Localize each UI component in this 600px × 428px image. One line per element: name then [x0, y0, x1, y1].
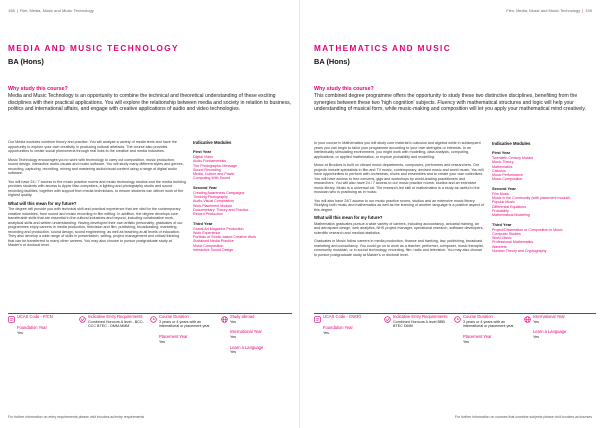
module-item[interactable]: Mathematical Modelling — [492, 213, 530, 218]
module-group-heading: Second Year — [193, 184, 217, 190]
course-title: MATHEMATICS AND MUSIC — [314, 44, 452, 53]
module-item[interactable]: Computing With Sound — [193, 176, 230, 181]
course-description — [314, 141, 486, 261]
info-label: UCAS Code - GW3G — [323, 314, 362, 319]
future-text: Graduates in Music follow careers in media production, finance and banking, law, publishing, broadcast marketing and consultancy. You could go on to work as a teacher, performer, composer, music therapist, community musician, or in sound technology, recording, film, radio and television. You may also choose to pursue postgraduate study at Master's or doctoral level. — [314, 239, 484, 257]
module-item[interactable]: Music Theory — [492, 160, 514, 165]
module-item[interactable]: Twentieth Century Musics — [492, 156, 534, 160]
modules-heading: Indicative Modules — [193, 140, 232, 145]
info-study-abroad — [221, 315, 291, 375]
module-item[interactable]: Interactive Sound Design — [193, 248, 234, 253]
info-value: Combined Honours A level - BCC-CCC BTEC - DMM-MMM — [88, 319, 144, 329]
description-paragraph: You will have 24 / 7 access to the music practice rooms and music technology studios and the media building provides students with access to Apple Mac computers, a lighting and photography studio and sound recording facilities, together with support from media technicians, to ensure students can deliver work of the highest quality. — [8, 179, 186, 197]
why-study-text: This combined degree programme offers the opportunity to study these two distinctive disciplines, benefiting from the synergies between these two 'high cognition' subjects. Fluency with mathematical structures and logic will help your understanding of musical form, while music-making and composition will let you apply your mathematical mind creatively. — [314, 93, 586, 112]
module-item[interactable]: Creating Awareness Campaigns — [193, 190, 245, 195]
info-value: Yes — [17, 330, 24, 335]
course-duration-icon — [454, 316, 461, 323]
module-item[interactable]: Work Experience — [193, 230, 221, 235]
header-separator: | — [582, 8, 584, 13]
module-item[interactable]: Audio-Visual Composition — [193, 199, 235, 204]
info-value: 3 years or 4 years with an international or placement year — [463, 319, 514, 329]
degree-type: BA (Hons) — [8, 57, 44, 66]
module-item[interactable]: Documentary: Theory and Practice — [193, 207, 249, 212]
module-item[interactable]: Probability — [492, 208, 509, 213]
module-item[interactable]: Record Production — [193, 212, 223, 217]
why-study-heading: Why study this course? — [8, 86, 68, 92]
entry-requirements-icon — [384, 316, 391, 323]
info-course-duration — [150, 315, 220, 375]
module-item[interactable]: Music Performance — [492, 173, 523, 178]
header-separator: | — [16, 8, 18, 13]
info-label: Indicative Entry Requirements — [393, 314, 448, 319]
study-abroad-icon — [221, 316, 228, 323]
module-item[interactable]: Sound Recording — [193, 167, 221, 172]
module-item[interactable]: Portfolio of Studio-based Creative Work — [193, 235, 257, 240]
info-value: Yes — [159, 339, 166, 344]
indicative-modules — [492, 141, 592, 257]
module-item[interactable]: Global Art Magazine Production — [193, 226, 244, 231]
module-item[interactable]: Wavelets — [492, 244, 507, 249]
module-group-second-year — [193, 185, 293, 217]
page-number: 158 — [8, 8, 15, 13]
info-label: Indicative Entry Requirements — [88, 314, 143, 319]
info-label: Foundation Year — [17, 324, 47, 330]
info-value: Yes — [230, 319, 237, 324]
module-item[interactable]: Work Placement Module — [193, 203, 233, 208]
course-title: MEDIA AND MUSIC TECHNOLOGY — [8, 44, 179, 53]
why-study-text: Media and Music Technology is an opportunity to combine the technical and theoretical understanding of these exciting disciplines with their practical applications. You will explore the relationship between media and society in relation to business, politics and international affairs, and engage with creative applications of audio and video technologies. — [8, 93, 292, 112]
why-study-heading: Why study this course? — [314, 86, 374, 92]
running-header — [8, 8, 94, 13]
course-description — [8, 140, 186, 252]
running-header — [506, 8, 592, 13]
module-item[interactable]: Media, Culture and Power — [193, 172, 235, 177]
module-item[interactable]: Sustained Media Practice — [193, 239, 234, 244]
footer-note: For further information on courses that combine subjects please visit brookes.ac/courses — [454, 415, 592, 419]
info-label: International Year — [533, 314, 565, 319]
info-value: Yes — [230, 335, 237, 340]
description-paragraph: Our Media modules combine theory and practice. You will analyse a variety of media texts and have the opportunity to explore your own creativity in producing cultural artefacts. The course also provides opportunities to create social phenomena through real links to the creative and media industries. — [8, 140, 177, 153]
info-label: Course Duration — [159, 314, 189, 319]
module-item[interactable]: Mathematics — [492, 164, 513, 169]
info-label: International Year — [230, 329, 262, 335]
course-info-row — [8, 315, 292, 375]
module-item[interactable]: Audio Fundamentals — [193, 159, 226, 164]
info-value: Yes — [533, 319, 540, 324]
modules-heading: Indicative Modules — [492, 141, 531, 146]
info-course-duration — [454, 315, 524, 375]
module-item[interactable]: World Music — [492, 236, 512, 241]
module-group-third-year — [193, 221, 293, 253]
module-group-first-year — [193, 149, 293, 181]
info-entry-requirements — [384, 315, 454, 375]
module-group-heading: Third Year — [193, 220, 213, 226]
info-ucas-code — [8, 315, 78, 375]
info-value: Yes — [230, 350, 237, 355]
page-number: 159 — [585, 8, 592, 13]
module-item[interactable]: Digital Video — [193, 155, 214, 159]
module-group-heading: Second Year — [492, 185, 516, 191]
description-paragraph: Music at Brookes is built on vibrant music departments, composers, performers and researchers. Our projects include specialists in film and TV music, contemporary, devised music and world music. You will have opportunities to perform with orchestras, choirs and ensembles and to create your own collectives. You will have access to free concerts, gigs and workshops by world-leading practitioners and researchers. You will also have 24 / 7 access to our music practice rooms, studios and an extensive music library. Music is a universal art. The research-led skill of mathematics is a study as useful to the musician who is practising as in music. — [314, 163, 484, 194]
info-label: Foundation Year — [323, 324, 353, 330]
info-value: 3 years or 4 years with an international or placement year — [159, 319, 210, 329]
header-title: Film, Media, Music and Music Technology — [506, 8, 581, 13]
module-item[interactable]: Number Theory and Cryptography — [492, 249, 547, 254]
module-item[interactable]: Differential Equations — [492, 204, 527, 209]
module-item[interactable]: Computer Studies — [492, 231, 521, 236]
info-label: UCAS Code - P/CN — [17, 314, 53, 319]
module-item[interactable]: Professional Mathematics — [492, 240, 534, 245]
description-paragraph: In your course in Mathematics you will study core material in calculus and algebra while in subsequent years you can begin to tailor your programme according to your own strengths or interests. In an intellectually stimulating environment, you might work with modelling, data analysis, computing, applications, or applied mathematics, or explore probability and modelling. — [314, 141, 481, 159]
module-group-second-year — [492, 186, 592, 218]
info-label: Placement Year — [463, 333, 492, 339]
header-title: Film, Media, Music and Music Technology — [19, 8, 94, 13]
course-duration-icon — [150, 316, 157, 323]
info-entry-requirements — [79, 315, 149, 375]
indicative-modules — [193, 140, 293, 256]
entry-requirements-icon — [79, 316, 86, 323]
info-international-year — [524, 315, 594, 375]
info-value: Yes — [533, 335, 540, 340]
module-group-heading: First Year — [193, 149, 212, 154]
module-item[interactable]: Popular Music — [492, 200, 515, 205]
future-text: Mathematics graduates pursue a wide variety of careers, including accountancy, actuarial training, air and aerospace design, web analytics, NHS project manager, operational research, software developers, scientific research and medical statistics. — [314, 221, 484, 235]
module-item[interactable]: Film Music — [492, 191, 510, 196]
international-year-icon — [524, 316, 531, 323]
module-group-heading: First Year — [492, 150, 511, 155]
info-label: Learn a Language — [230, 344, 264, 350]
future-text: The degree will provide you with technical skill and practical experience that are vital for the contemporary creative industries, from sound and music recording to film editing. In addition, the degree develops core transferable skills that are essential in the cultural industries and beyond, including collaborative work, analytical skills and written understanding. Having developed their own artistic personality, graduates of our programmes enjoy careers in media production, television and film, publishing, broadcasting, marketing, recording and production, sound design, sound engineering, as well as teaching at all levels of education. They also develop a wide range of skills in presentation, writing, project management and critical thinking that can be transferred to many other careers. You may also choose to pursue postgraduate study at Master's or doctoral level. — [8, 207, 183, 247]
ucas-code-icon — [8, 316, 15, 323]
info-label: Placement Year — [159, 333, 188, 339]
info-label: Course Duration — [463, 314, 493, 319]
module-item[interactable]: Thinking Photography — [193, 195, 228, 200]
future-heading: What will this mean for my future? — [314, 215, 383, 220]
info-value: Yes — [323, 330, 330, 335]
module-group-heading: Third Year — [492, 221, 512, 227]
module-item[interactable]: Calculus — [492, 168, 506, 173]
info-label: Learn a Language — [533, 329, 567, 335]
degree-type: BA (Hons) — [314, 57, 350, 66]
right-page — [300, 0, 600, 428]
module-item[interactable]: Music Composition — [492, 177, 523, 182]
module-item[interactable]: The Photographic Message — [193, 163, 237, 168]
module-item[interactable]: Music Composition — [193, 243, 224, 248]
info-value: Combined Honours A level BBB BTEC DMM — [393, 319, 445, 329]
course-info-row — [314, 315, 596, 375]
module-group-third-year — [492, 222, 592, 254]
footer-note: For further information on entry requirements please visit brookes.ac/entry requirements — [8, 415, 145, 419]
module-group-first-year — [492, 150, 592, 182]
info-label: Study abroad — [230, 314, 255, 319]
module-item[interactable]: Music in the Community (with placement module) — [492, 196, 571, 201]
module-item[interactable]: Project/Dissertation or Composition in Music — [492, 227, 563, 232]
description-paragraph: You will also have 24/7 access to our music practice rooms, studios and an extensive music library. Studying both music and mathematics as well as the learning of another language is a positive aspect of this degree. — [314, 198, 484, 212]
ucas-code-icon — [314, 316, 321, 323]
info-value: Yes — [463, 339, 470, 344]
future-heading: What will this mean for my future? — [8, 200, 77, 206]
info-ucas-code — [314, 315, 384, 375]
description-paragraph: Music Technology encourages you to work with technology to carry out composition, music production, sound design, interactive audio-visuals and music software. You will study many different styles and genres, recording, capturing, recording, mixing and mastering audio/visual content using a range of digital audio software. — [8, 157, 184, 175]
